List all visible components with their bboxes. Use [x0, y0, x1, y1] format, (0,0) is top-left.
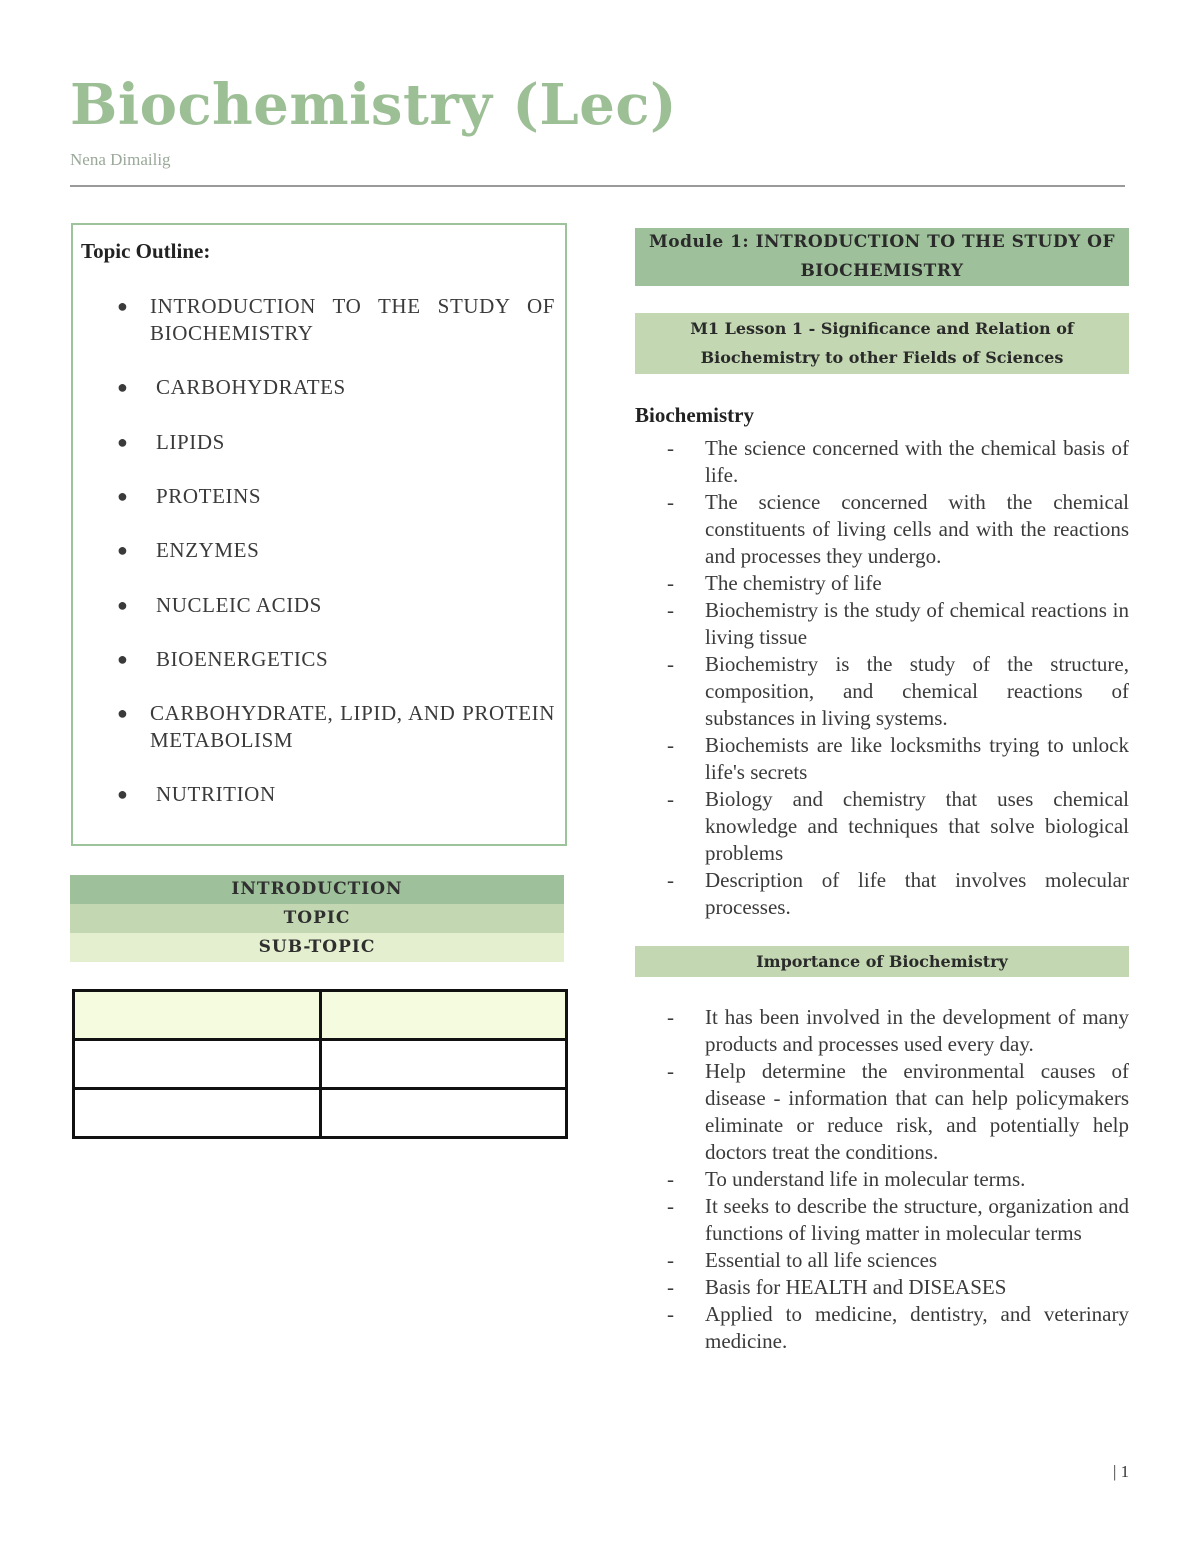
list-item: - The science concerned with the chemical basis of life.	[667, 436, 1129, 487]
outline-item: ● BIOENERGETICS	[117, 647, 329, 671]
importance-list	[667, 1004, 1129, 1355]
bullet-icon: ●	[117, 784, 129, 804]
module-title-bar: Module 1: INTRODUCTION TO THE STUDY OF BIOCHEMISTRY	[635, 228, 1129, 286]
header-divider	[70, 185, 1125, 187]
heading-color-legend	[70, 875, 564, 962]
page-number: | 1	[1113, 1462, 1130, 1481]
bullet-icon: ●	[117, 649, 129, 669]
outline-item: ● LIPIDS	[117, 430, 225, 454]
topic-outline-heading: Topic Outline:	[81, 239, 211, 263]
legend-introduction: INTRODUCTION	[70, 875, 564, 904]
list-item: - It has been involved in the development of many products and processes used every day.	[667, 1005, 1129, 1056]
list-item: - Basis for HEALTH and DISEASES	[667, 1275, 1007, 1299]
bullet-icon: ●	[117, 595, 129, 615]
table-row	[74, 1040, 567, 1089]
list-item: - The science concerned with the chemical constituents of living cells and with the reactions and processes they undergo.	[667, 490, 1129, 568]
outline-item: ● CARBOHYDRATE, LIPID, AND PROTEIN METABOLISM	[117, 701, 555, 752]
document-title: Biochemistry (Lec)	[70, 72, 677, 138]
list-item: - Help determine the environmental causes of disease - information that can help policymakers eliminate or reduce risk, and potentially help doctors treat the conditions.	[667, 1059, 1129, 1164]
bullet-icon: ●	[117, 432, 129, 452]
biochemistry-definitions-list	[667, 435, 1129, 921]
author-name: Nena Dimailig	[70, 150, 171, 169]
bullet-icon: ●	[117, 296, 129, 316]
list-item: - The chemistry of life	[667, 571, 882, 595]
list-item: - It seeks to describe the structure, organization and functions of living matter in molecular terms	[667, 1194, 1129, 1245]
bullet-icon: ●	[117, 540, 129, 560]
outline-item: ● NUCLEIC ACIDS	[117, 593, 322, 617]
table-cell	[74, 1040, 321, 1089]
importance-heading-bar: Importance of Biochemistry	[635, 946, 1129, 977]
outline-item: ● INTRODUCTION TO THE STUDY OF BIOCHEMISTRY	[117, 294, 555, 345]
bullet-icon: ●	[117, 703, 129, 723]
legend-sub-topic: SUB-TOPIC	[70, 933, 564, 962]
table-row	[74, 1089, 567, 1138]
list-item: - To understand life in molecular terms.	[667, 1167, 1026, 1191]
table-cell	[320, 991, 567, 1040]
table-header-row	[74, 991, 567, 1040]
lesson-title-bar: M1 Lesson 1 - Significance and Relation of Biochemistry to other Fields of Sciences	[635, 313, 1129, 374]
outline-item: ● CARBOHYDRATES	[117, 375, 346, 399]
list-item: - Essential to all life sciences	[667, 1248, 938, 1272]
list-item: - Description of life that involves molecular processes.	[667, 868, 1129, 919]
list-item: - Applied to medicine, dentistry, and veterinary medicine.	[667, 1302, 1129, 1353]
list-item: - Biochemists are like locksmiths trying to unlock life's secrets	[667, 733, 1129, 784]
outline-item: ● NUTRITION	[117, 782, 276, 806]
table-cell	[320, 1089, 567, 1138]
topic-outline-box	[71, 223, 567, 846]
legend-topic: TOPIC	[70, 904, 564, 933]
table-cell	[74, 1089, 321, 1138]
bullet-icon: ●	[117, 377, 129, 397]
list-item: - Biology and chemistry that uses chemical knowledge and techniques that solve biological problems	[667, 787, 1129, 865]
biochemistry-heading: Biochemistry	[635, 403, 754, 427]
table-cell	[320, 1040, 567, 1089]
outline-item: ● ENZYMES	[117, 538, 260, 562]
table-cell	[74, 991, 321, 1040]
empty-table	[72, 989, 568, 1139]
list-item: - Biochemistry is the study of chemical reactions in living tissue	[667, 598, 1129, 649]
list-item: - Biochemistry is the study of the structure, composition, and chemical reactions of substances in living systems.	[667, 652, 1129, 730]
bullet-icon: ●	[117, 486, 129, 506]
outline-item: ● PROTEINS	[117, 484, 262, 508]
